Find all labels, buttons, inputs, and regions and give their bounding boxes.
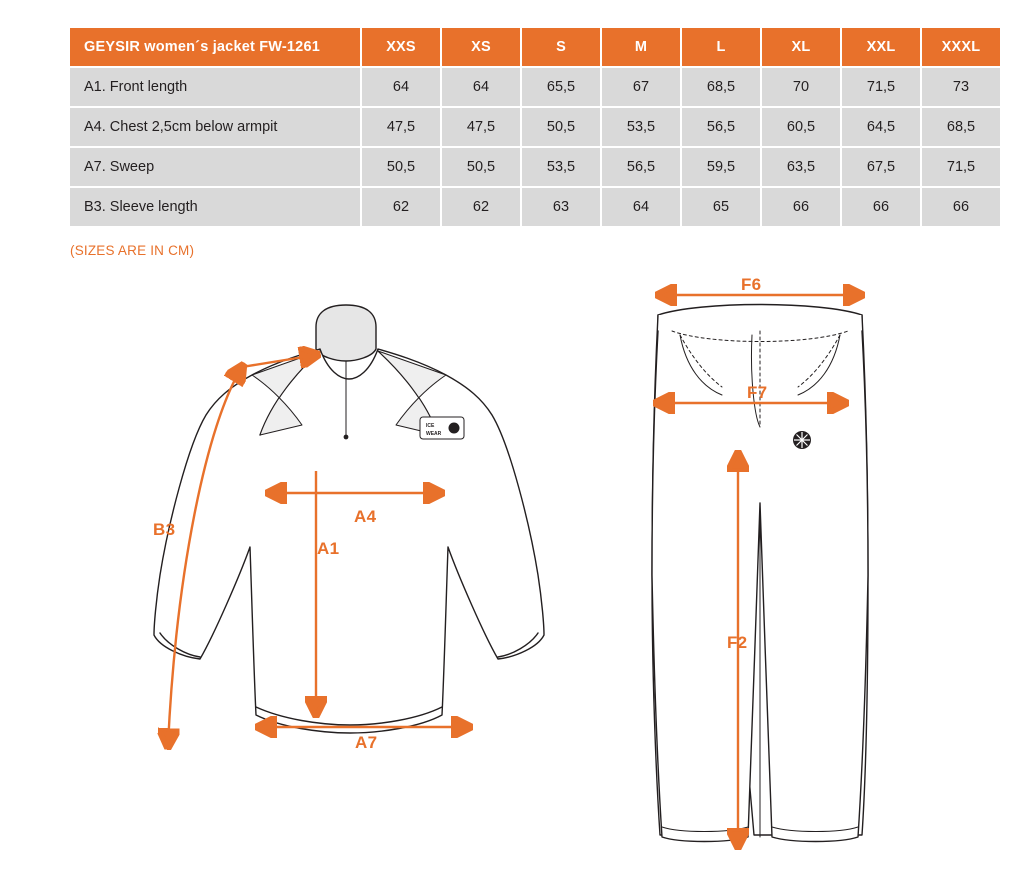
- table-cell: 64: [601, 187, 681, 227]
- table-cell: 71,5: [841, 67, 921, 107]
- table-cell: 62: [361, 187, 441, 227]
- size-header-xxxl: XXXL: [921, 27, 1001, 67]
- icewear-logo: [420, 417, 464, 439]
- jacket-body: [154, 349, 544, 733]
- table-cell: 65,5: [521, 67, 601, 107]
- jacket-zipper-pull: [344, 435, 349, 440]
- table-cell: 73: [921, 67, 1001, 107]
- measure-label: B3. Sleeve length: [69, 187, 361, 227]
- table-cell: 67: [601, 67, 681, 107]
- table-cell: 56,5: [601, 147, 681, 187]
- label-f6: F6: [741, 275, 762, 294]
- table-cell: 64: [441, 67, 521, 107]
- label-a7: A7: [355, 733, 378, 752]
- brand-line2: WEAR: [426, 431, 442, 437]
- jacket-collar: [316, 305, 376, 361]
- table-cell: 64,5: [841, 107, 921, 147]
- table-cell: 70: [761, 67, 841, 107]
- table-row: [69, 107, 1001, 147]
- measure-label: A4. Chest 2,5cm below armpit: [69, 107, 361, 147]
- table-cell: 63: [521, 187, 601, 227]
- pants-diagram: [610, 275, 910, 875]
- table-cell: 47,5: [441, 107, 521, 147]
- table-header: [69, 27, 1001, 67]
- label-f7: F7: [747, 383, 768, 402]
- table-cell: 66: [921, 187, 1001, 227]
- table-cell: 60,5: [761, 107, 841, 147]
- table-header-row: [69, 27, 1001, 67]
- size-header-l: L: [681, 27, 761, 67]
- table-cell: 47,5: [361, 107, 441, 147]
- table-cell: 56,5: [681, 107, 761, 147]
- size-header-xxl: XXL: [841, 27, 921, 67]
- jacket-diagram: [120, 275, 580, 795]
- table-body: [69, 67, 1001, 227]
- measure-label: A1. Front length: [69, 67, 361, 107]
- diagram-area: [0, 275, 1034, 885]
- pants-figure: [610, 275, 910, 880]
- label-a4: A4: [354, 507, 377, 526]
- size-header-xxs: XXS: [361, 27, 441, 67]
- units-note: (SIZES ARE IN CM): [70, 243, 195, 258]
- table-cell: 67,5: [841, 147, 921, 187]
- table-cell: 64: [361, 67, 441, 107]
- size-header-xs: XS: [441, 27, 521, 67]
- table-cell: 53,5: [521, 147, 601, 187]
- icewear-snowflake-icon: [793, 431, 811, 449]
- jacket-figure: [120, 275, 580, 800]
- label-a1: A1: [317, 539, 340, 558]
- table-row: [69, 187, 1001, 227]
- table-row: [69, 67, 1001, 107]
- brand-line1: ICE: [426, 423, 435, 429]
- size-table: [68, 26, 1002, 228]
- table-cell: 63,5: [761, 147, 841, 187]
- product-name-header: GEYSIR women´s jacket FW-1261: [69, 27, 361, 67]
- table-cell: 65: [681, 187, 761, 227]
- table-cell: 50,5: [441, 147, 521, 187]
- table-row: [69, 147, 1001, 187]
- table-cell: 50,5: [521, 107, 601, 147]
- table-cell: 68,5: [681, 67, 761, 107]
- measure-label: A7. Sweep: [69, 147, 361, 187]
- table-cell: 71,5: [921, 147, 1001, 187]
- label-f2: F2: [727, 633, 748, 652]
- table-cell: 66: [841, 187, 921, 227]
- size-header-s: S: [521, 27, 601, 67]
- table-cell: 68,5: [921, 107, 1001, 147]
- table-cell: 50,5: [361, 147, 441, 187]
- table-cell: 62: [441, 187, 521, 227]
- table-cell: 59,5: [681, 147, 761, 187]
- size-header-m: M: [601, 27, 681, 67]
- table-cell: 53,5: [601, 107, 681, 147]
- size-header-xl: XL: [761, 27, 841, 67]
- size-table-container: [68, 26, 981, 228]
- label-b3: B3: [153, 520, 176, 539]
- table-cell: 66: [761, 187, 841, 227]
